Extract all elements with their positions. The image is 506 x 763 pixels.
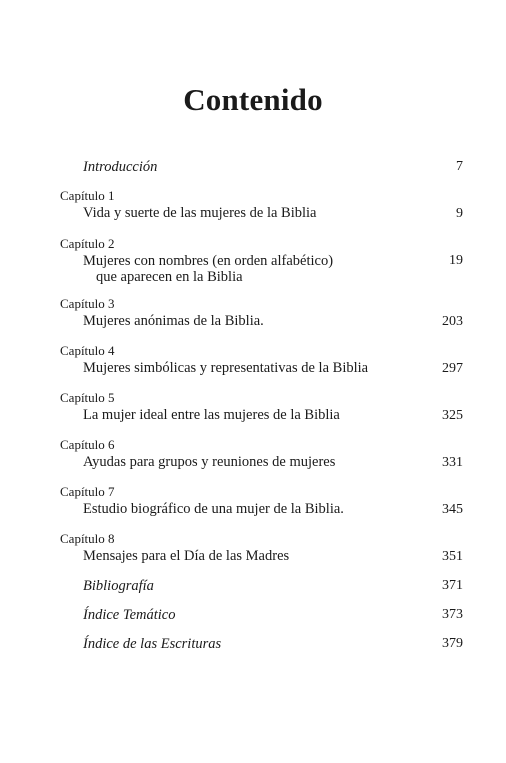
- chapter-title: Mensajes para el Día de las Madres: [83, 548, 290, 564]
- toc-page-number: 325: [442, 408, 463, 423]
- chapter-title: Vida y suerte de las mujeres de la Biblia: [83, 205, 317, 221]
- toc-entry-label: Introducción: [83, 159, 158, 175]
- toc-page-number: 7: [456, 159, 463, 174]
- chapter-label: Capítulo 6: [60, 437, 115, 452]
- toc-entry-label: Bibliografía: [83, 578, 154, 594]
- toc-page-number: 203: [442, 314, 463, 329]
- chapter-label: Capítulo 4: [60, 343, 115, 358]
- chapter-title: Estudio biográfico de una mujer de la Biblia.: [83, 501, 344, 517]
- toc-page-number: 351: [442, 549, 463, 564]
- toc-page-number: 379: [442, 636, 463, 651]
- chapter-title: Mujeres simbólicas y representativas de la Biblia: [83, 360, 369, 376]
- toc-page-number: 345: [442, 502, 463, 517]
- chapter-title-continuation: que aparecen en la Biblia: [96, 269, 243, 285]
- toc-page-number: 373: [442, 607, 463, 622]
- toc-page-number: 331: [442, 455, 463, 470]
- chapter-label: Capítulo 8: [60, 531, 115, 546]
- chapter-title: Mujeres con nombres (en orden alfabético): [83, 253, 334, 269]
- chapter-label: Capítulo 5: [60, 390, 115, 405]
- page-title: Contenido: [183, 82, 323, 117]
- toc-page-number: 371: [442, 578, 463, 593]
- toc-entry-label: Índice Temático: [83, 607, 176, 623]
- chapter-label: Capítulo 7: [60, 484, 115, 499]
- chapter-title: La mujer ideal entre las mujeres de la Biblia: [83, 407, 340, 423]
- toc-page-number: 297: [442, 361, 463, 376]
- toc-page-number: 9: [456, 206, 463, 221]
- chapter-label: Capítulo 3: [60, 296, 115, 311]
- chapter-label: Capítulo 1: [60, 188, 115, 203]
- chapter-title: Mujeres anónimas de la Biblia.: [83, 313, 264, 329]
- chapter-label: Capítulo 2: [60, 236, 115, 251]
- chapter-title: Ayudas para grupos y reuniones de mujeres: [83, 454, 336, 470]
- toc-page-number: 19: [449, 253, 463, 268]
- toc-entry-label: Índice de las Escrituras: [83, 636, 222, 652]
